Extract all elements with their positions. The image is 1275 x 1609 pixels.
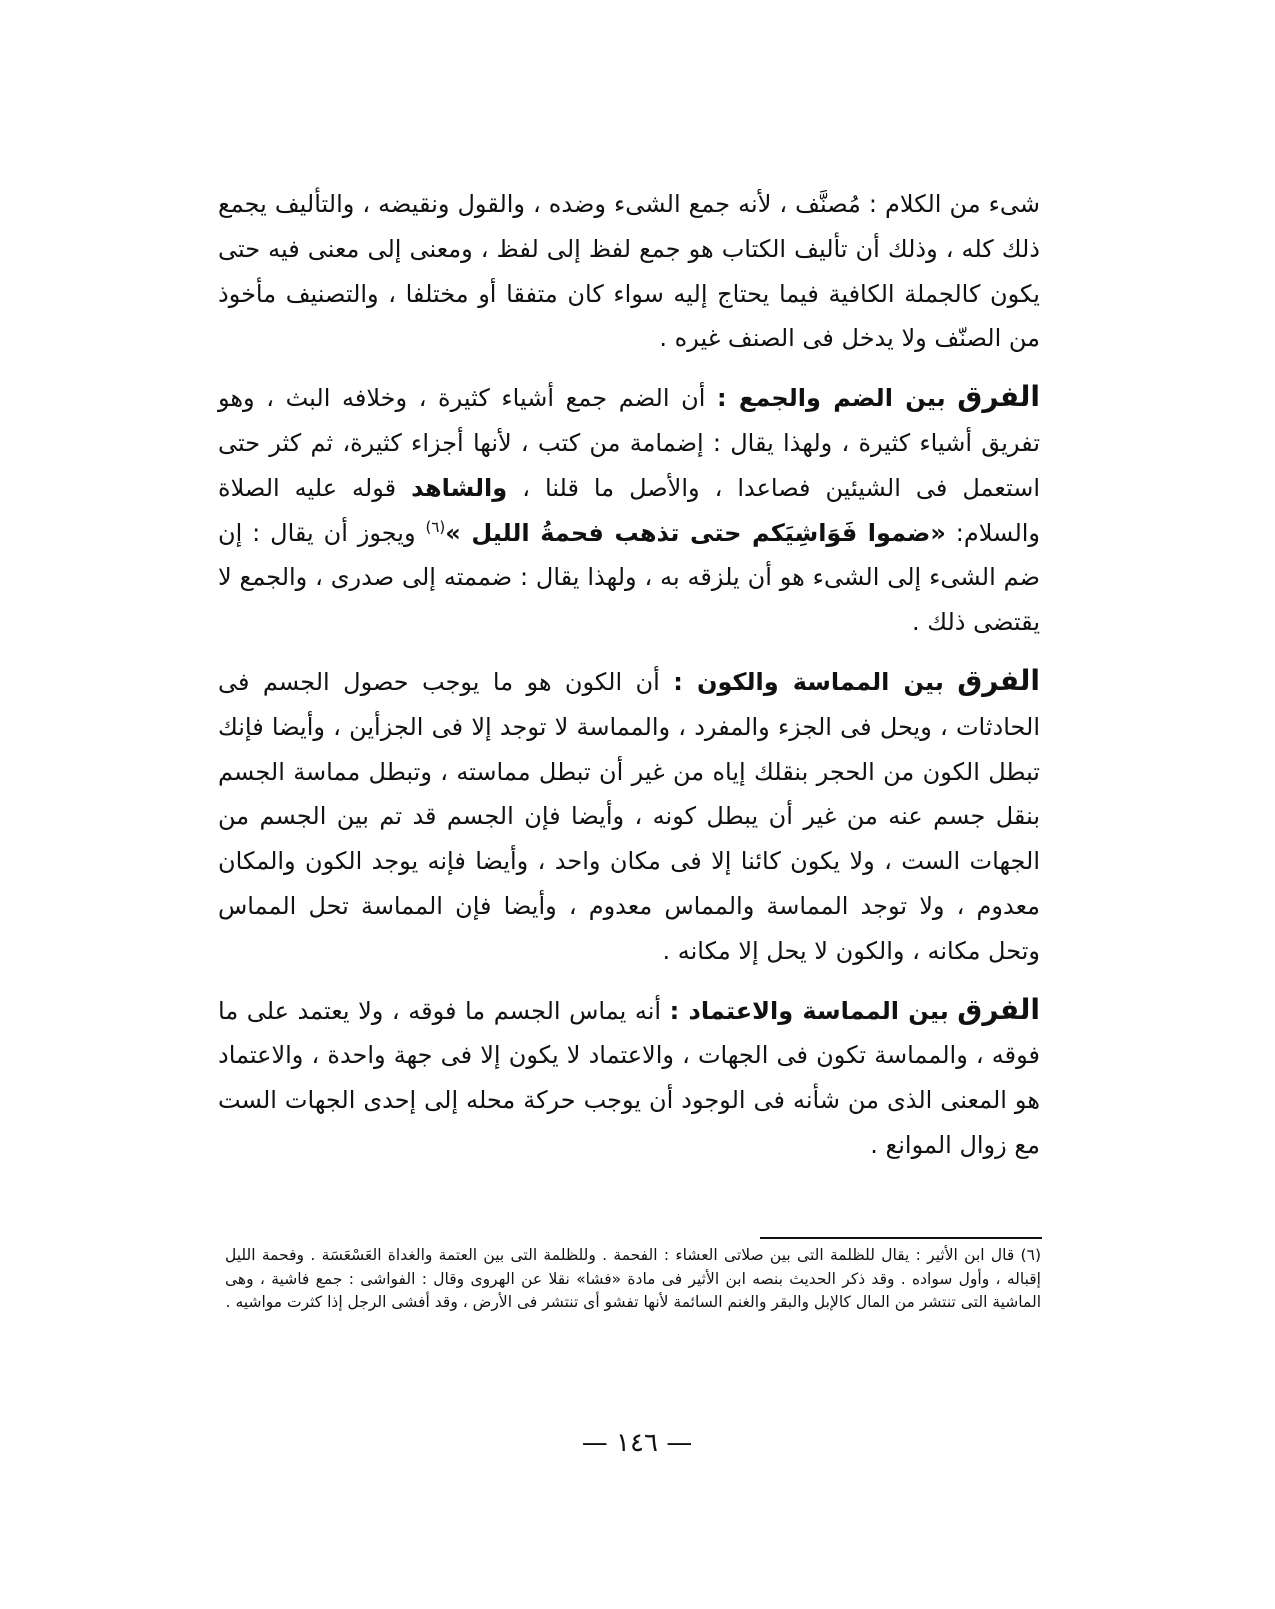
section-heading: بين المماسة والكون : — [673, 667, 944, 696]
intro-text: شىء من الكلام : مُصنَّف ، لأنه جمع الشىء وضده ، والقول ونقيضه ، والتأليف يجمع ذلك كله ، وذلك أن تأليف الكتاب هو جمع لفظ إلى لفظ ، ومعنى إلى معنى فيه حتى يكون كالجملة الكافية فيما يحتاج إليه سواء كان متفقا أو مختلفا ، والتصنيف مأخوذ من الصنّف ولا يدخل فى الصنف غيره . — [218, 190, 1040, 353]
section-text: ويجوز أن يقال : إن ضم الشىء إلى الشىء هو أن يلزقه به ، ولهذا يقال : ضممته إلى صدرى ، والجمع لا يقتضى ذلك . — [218, 518, 1040, 637]
footnote-text: (٦) قال ابن الأثير : يقال للظلمة التى بين صلاتى العشاء : الفحمة . وللظلمة التى بين العتمة والغداة العَسْعَسَة . وفحمة الليل إقباله ، وأول سواده . وقد ذكر الحديث بنصه ابن الأثير فى مادة «فشا» نقلا عن الهروى وقال : الفواشى : جمع فاشية ، وهى الماشية التى تنتشر من المال كالإبل والبقر والغنم السائمة لأنها تفشو أى تنتشر فى الأرض ، وقد أفشى الرجل إذا كثرت مواشيه . — [225, 1246, 1041, 1311]
section-text: أن الكون هو ما يوجب حصول الجسم فى الحادثات ، ويحل فى الجزء والمفرد ، والمماسة لا توجد إلا فى الجزأين ، وأيضا فإنك تبطل الكون من الحجر بنقلك إياه من غير أن تبطل مماسته ، وتبطل مماسة الجسم بنقل جسم عنه من غير أن يبطل كونه ، وأيضا فإن الجسم قد تم بين الجسم من الجهات الست ، ولا يكون كائنا إلا فى مكان واحد ، وأيضا فإنه يوجد الكون والمكان معدوم ، ولا توجد المماسة والمماس معدوم ، وأيضا فإن المماسة تحل المماس وتحل مكانه ، والكون لا يحل إلا مكانه . — [218, 667, 1040, 965]
witness-word: والشاهد — [411, 473, 508, 502]
section-heading: بين الضم والجمع : — [717, 384, 946, 413]
section-text: أنه يماس الجسم ما فوقه ، ولا يعتمد على ما فوقه ، والمماسة تكون فى الجهات ، والاعتماد لا يكون إلا فى جهة واحدة ، والاعتماد هو المعنى الذى من شأنه فى الوجود أن يوجب حركة محله إلى إحدى الجهات الست مع زوال الموانع . — [218, 996, 1040, 1159]
intro-paragraph — [218, 182, 1040, 361]
page-number: — ١٤٦ — — [581, 1428, 693, 1458]
section-lead-word: الفرق — [957, 663, 1040, 697]
footnote-reference: (٦) — [425, 517, 446, 536]
section-text: قوله عليه الصلاة والسلام: — [218, 473, 1041, 547]
section-heading: بين المماسة والاعتماد : — [669, 996, 949, 1025]
section-paragraph-3 — [218, 988, 1040, 1168]
section-lead-word: الفرق — [957, 992, 1040, 1026]
section-paragraph-1 — [218, 375, 1040, 645]
footnote-divider — [760, 1237, 1042, 1239]
section-lead-word: الفرق — [957, 380, 1041, 414]
footnote — [225, 1244, 1041, 1315]
hadith-quote: «ضموا فَوَاشِيَكم حتى تذهب فحمةُ الليل » — [445, 518, 946, 547]
main-text — [218, 182, 1040, 1168]
section-paragraph-2 — [218, 659, 1040, 974]
section-text: أن الضم جمع أشياء كثيرة ، وخلافه البث ، وهو تفريق أشياء كثيرة ، ولهذا يقال : إضمامة من كتب ، لأنها أجزاء كثيرة، ثم كثر حتى استعمل فى الشيئين فصاعدا ، والأصل ما قلنا ، — [218, 384, 1040, 502]
